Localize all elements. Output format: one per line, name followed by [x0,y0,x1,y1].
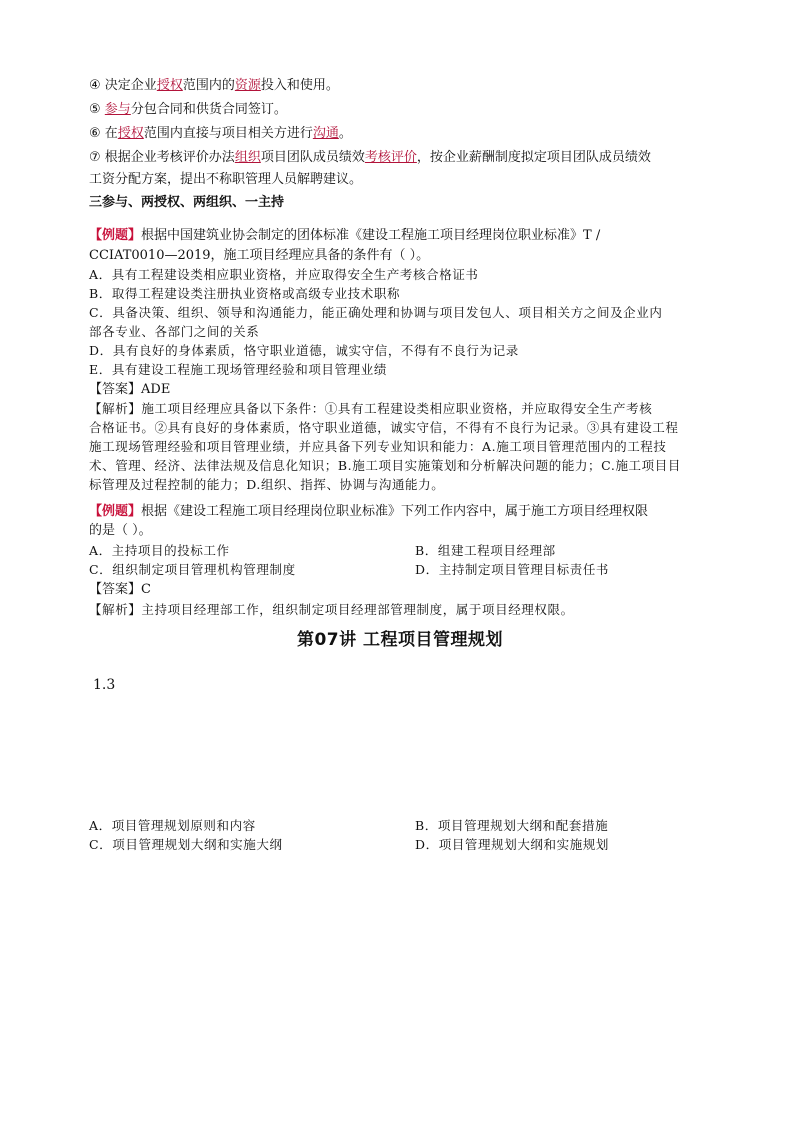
example1-stem-line2: CCIAT0010—2019，施工项目经理应具备的条件有（ ）。 [89,248,430,263]
highlight-term: 授权 [117,126,144,141]
example1-option-b: B．取得工程建设类注册执业资格或高级专业技术职称 [89,286,401,301]
highlight-term: 授权 [156,78,183,93]
example1-option-d: D．具有良好的身体素质，恪守职业道德，诚实守信，不得有不良行为记录 [89,343,519,358]
highlight-term: 考核评价 [364,150,417,165]
duty-item-5: ⑤ 参与分包合同和供货合同签订。 [89,102,287,117]
example3-option-a: A．项目管理规划原则和内容 [89,818,256,833]
duty-item-6: ⑥ 在授权范围内直接与项目相关方进行沟通。 [89,126,352,141]
example-tag: 【例题】 [89,504,142,519]
duty-item-4: ④ 决定企业授权范围内的资源投入和使用。 [89,78,339,93]
highlight-term: 参与 [104,102,131,117]
example1-analysis: 【解析】施工项目经理应具备以下条件：①具有工程建设类相应职业资格，并应取得安全生产考核 [89,401,653,416]
example-tag: 【例题】 [89,228,142,243]
example3-option-c: C．项目管理规划大纲和实施大纲 [89,837,283,852]
highlight-term: 沟通 [312,126,339,141]
example3-option-b: B．项目管理规划大纲和配套措施 [415,818,609,833]
highlight-term: 组织 [234,150,261,165]
example1-analysis-line: 标管理及过程控制的能力；D.组织、指挥、协调与沟通能力。 [89,477,445,492]
example3-option-d: D．项目管理规划大纲和实施规划 [415,837,610,852]
example1-option-c-continued: 部各专业、各部门之间的关系 [89,324,260,339]
example1-analysis-line: 施工现场管理经验和项目管理业绩，并应具备下列专业知识和能力：A.施工项目管理范围内的工程技 [89,439,667,454]
example1-stem: 【例题】根据中国建筑业协会制定的团体标准《建设工程施工项目经理岗位职业标准》T / [89,228,601,243]
example2-answer: 【答案】C [89,582,151,597]
lecture-title: 第07讲 工程项目管理规划 [296,630,504,650]
section-number: 1.3 [93,677,116,693]
example1-answer: 【答案】ADE [89,382,171,397]
example2-stem-line2: 的是（ ）。 [89,523,152,538]
duty-item-7-continued: 工资分配方案，提出不称职管理人员解聘建议。 [89,172,363,187]
example2-option-a: A．主持项目的投标工作 [89,543,230,558]
example1-analysis-line: 术、管理、经济、法律法规及信息化知识；B.施工项目实施策划和分析解决问题的能力；C.施工项目目 [89,458,681,473]
example2-option-c: C．组织制定项目管理机构管理制度 [89,562,296,577]
duty-item-7: ⑦ 根据企业考核评价办法组织项目团队成员绩效考核评价，按企业薪酬制度拟定项目团队成员绩效 [89,150,651,165]
highlight-term: 资源 [234,78,261,93]
example1-option-a: A．具有工程建设类相应职业资格，并应取得安全生产考核合格证书 [89,267,479,282]
example1-option-e: E．具有建设工程施工现场管理经验和项目管理业绩 [89,362,387,377]
example1-analysis-line: 合格证书。②具有良好的身体素质，恪守职业道德，诚实守信，不得有不良行为记录。③具有建设工程 [89,420,679,435]
example2-option-b: B．组建工程项目经理部 [415,543,556,558]
example1-option-c: C．具备决策、组织、领导和沟通能力，能正确处理和协调与项目发包人、项目相关方之间及企业内 [89,305,663,320]
example2-analysis: 【解析】主持项目经理部工作，组织制定项目经理部管理制度，属于项目经理权限。 [89,602,574,617]
summary-mnemonic: 三参与、两授权、两组织、一主持 [89,195,285,210]
example2-option-d: D．主持制定项目管理目标责任书 [415,562,610,577]
example2-stem: 【例题】根据《建设工程施工项目经理岗位职业标准》下列工作内容中，属于施工方项目经理权限 [89,504,649,519]
